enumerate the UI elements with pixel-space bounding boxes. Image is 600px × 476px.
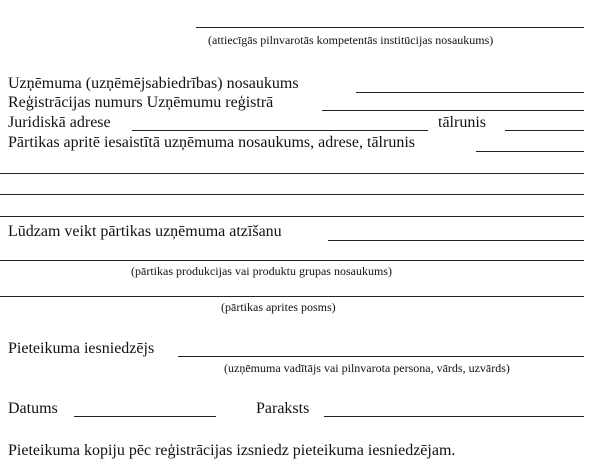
- authority-line[interactable]: [196, 27, 584, 28]
- food-chain-label: Pārtikas apritē iesaistītā uzņēmuma nosaukums, adrese, tālrunis: [8, 134, 415, 151]
- food-chain-line-3[interactable]: [0, 194, 584, 195]
- legal-address-field[interactable]: [132, 130, 428, 131]
- date-field[interactable]: [74, 416, 216, 417]
- footer-note: Pieteikuma kopiju pēc reģistrācijas izsniedz pieteikuma iesniedzējam.: [8, 442, 456, 459]
- product-caption: (pārtikas produkcijas vai produktu grupas nosaukums): [131, 264, 392, 278]
- phone-label: tālrunis: [438, 114, 486, 131]
- applicant-caption: (uzņēmuma vadītājs vai pilnvarota persona, vārds, uzvārds): [224, 361, 510, 375]
- applicant-field[interactable]: [178, 356, 584, 357]
- date-label: Datums: [8, 400, 58, 417]
- applicant-label: Pieteikuma iesniedzējs: [8, 340, 155, 357]
- authority-caption: (attiecīgās pilnvarotās kompetentās institūcijas nosaukums): [208, 33, 494, 47]
- registration-label: Reģistrācijas numurs Uzņēmumu reģistrā: [8, 94, 274, 111]
- request-field[interactable]: [328, 240, 584, 241]
- food-chain-line-4[interactable]: [0, 216, 584, 217]
- stage-caption: (pārtikas aprites posms): [221, 300, 336, 314]
- phone-field[interactable]: [505, 130, 584, 131]
- company-name-label: Uzņēmuma (uzņēmējsabiedrības) nosaukums: [8, 75, 299, 92]
- company-name-field[interactable]: [356, 92, 584, 93]
- registration-field[interactable]: [322, 110, 584, 111]
- product-line[interactable]: [0, 260, 584, 261]
- food-chain-field[interactable]: [476, 151, 584, 152]
- legal-address-label: Juridiskā adrese: [8, 114, 111, 131]
- signature-field[interactable]: [324, 416, 584, 417]
- request-text: Lūdzam veikt pārtikas uzņēmuma atzīšanu: [8, 223, 282, 240]
- food-chain-line-2[interactable]: [0, 173, 584, 174]
- signature-label: Paraksts: [256, 400, 310, 417]
- stage-line[interactable]: [0, 296, 584, 297]
